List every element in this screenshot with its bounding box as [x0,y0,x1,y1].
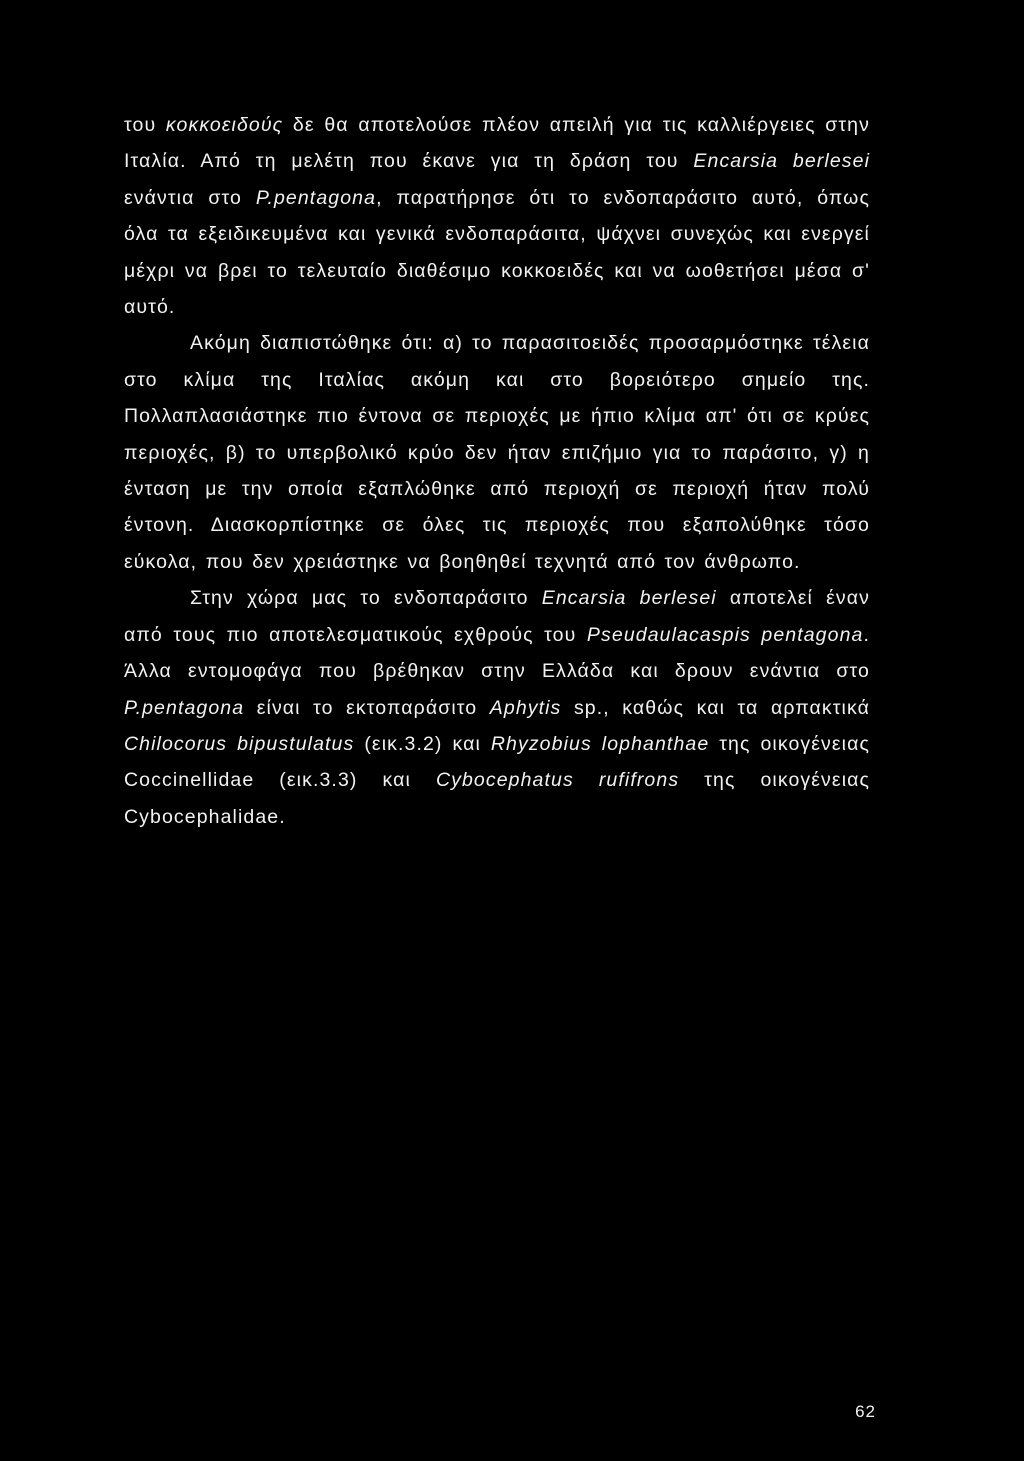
italic-text-segment: Pseudaulacaspis pentagona [586,623,864,646]
text-segment: . Άλλα εντομοφάγα που βρέθηκαν στην Ελλάδα και δρουν ενάντια στο [124,623,870,683]
text-segment: του [124,114,166,136]
text-segment: , παρατήρησε ότι το ενδοπαράσιτο αυτό, όπως όλα τα εξειδικευμένα και γενικά ενδοπαράσιτα, ψάχνει συνεχώς και ενεργεί μέχρι να βρει το τελευταίο διαθέσιμο κοκκοειδές και να ωοθετήσει μέσα σ' αυτό. [124,186,870,319]
italic-text-segment: P.pentagona [255,186,377,209]
paragraph-2 [124,325,870,580]
paragraph-3 [124,580,870,835]
text-segment: Στην χώρα μας το ενδοπαράσιτο [190,587,542,610]
text-segment: sp., καθώς και τα αρπακτικά [561,696,870,719]
italic-text-segment: Encarsia berlesei [541,587,717,610]
text-segment: αποτελεί έναν από τους πιο αποτελεσματικούς εχθρούς του [124,587,870,646]
italic-text-segment: Chilocorus bipustulatus [124,732,355,755]
text-segment: της οικογένειας Cybocephalidae. [124,769,870,828]
text-segment: δε θα αποτελούσε πλέον απειλή για τις καλλιέργειες στην Ιταλία. Από τη μελέτη που έκανε για τη δράση του [124,114,870,173]
italic-text-segment: Cybocephatus rufifrons [435,769,680,792]
text-segment: Ακόμη διαπιστώθηκε ότι: α) το παρασιτοειδές προσαρμόστηκε τέλεια στο κλίμα της Ιταλίας ακόμη και στο βορειότερο σημείο της. Πολλαπλασιάστηκε πιο έντονα σε περιοχές με ήπιο κλίμα απ' ότι σε κρύες περιοχές, β) το υπερβολικό κρύο δεν ήταν επιζήμιο για το παράσιτο, γ) η ένταση με την οποία εξαπλώθηκε από περιοχή σε περιοχή ήταν πολύ έντονη. Διασκορπίστηκε σε όλες τις περιοχές που εξαπολύθηκε τόσο εύκολα, που δεν χρειάστηκε να βοηθηθεί τεχνητά από τον άνθρωπο. [124,332,870,573]
italic-text-segment: κοκκοειδούς [165,114,284,136]
italic-text-segment: P.pentagona [124,696,245,719]
text-segment: ενάντια στο [124,186,256,209]
italic-text-segment: Rhyzobius lophanthae [490,732,710,755]
italic-text-segment: Encarsia berlesei [693,150,870,173]
text-segment: είναι το εκτοπαράσιτο [244,696,490,719]
text-segment: της οικογένειας Coccinellidae (εικ.3.3) και [124,732,870,792]
paragraph-1 [124,107,870,325]
page-number: 62 [855,1402,876,1421]
text-segment: (εικ.3.2) και [354,732,491,755]
italic-text-segment: Aphytis [489,696,562,719]
body-text [124,107,870,835]
